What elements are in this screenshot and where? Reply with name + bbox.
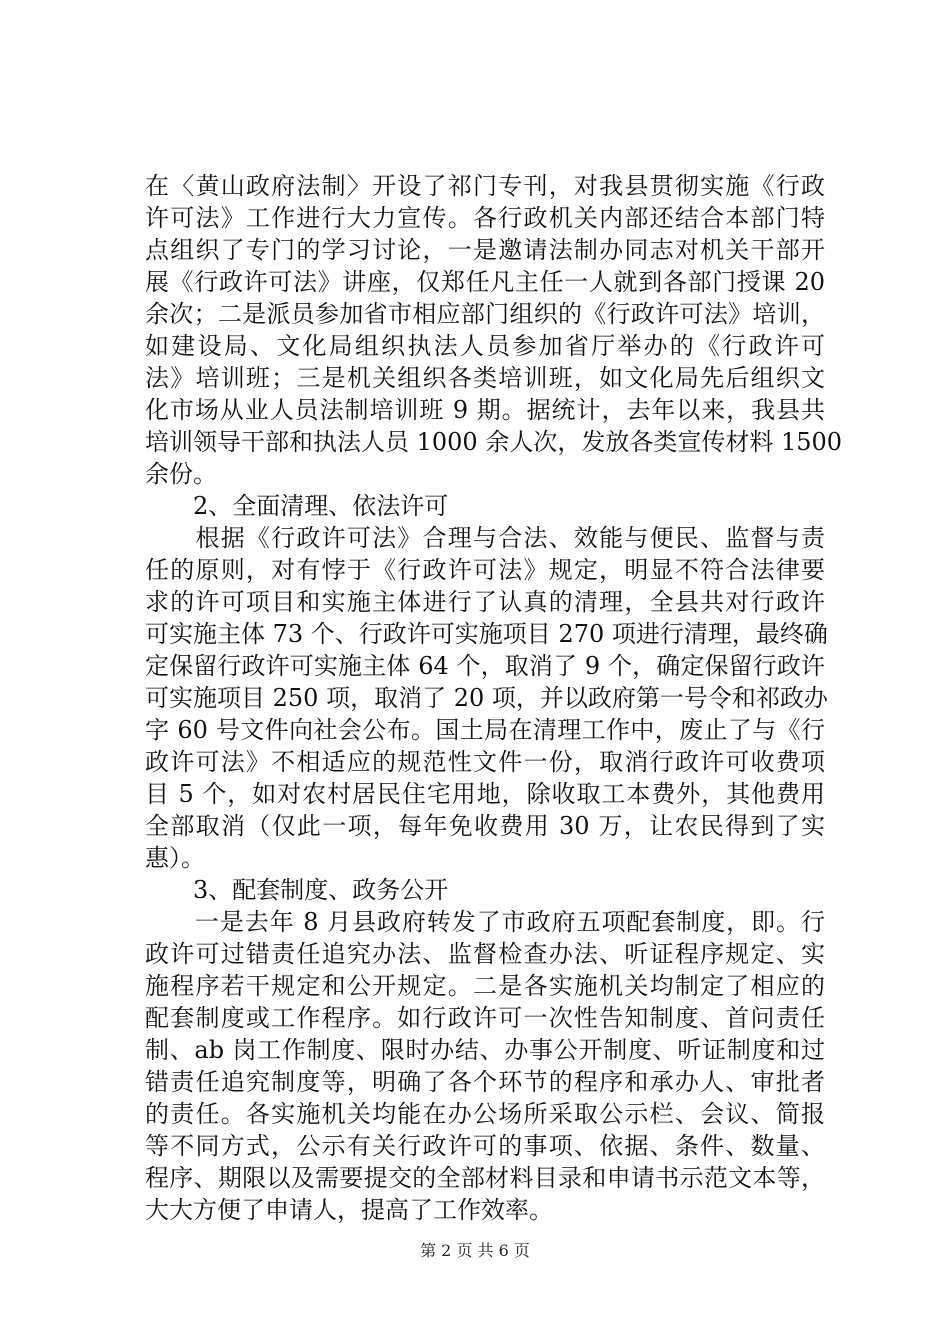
body-text-line: 大大方便了申请人，提高了工作效率。 xyxy=(145,1196,553,1224)
body-text-line: 全部取消（仅此一项，每年免收费用 30 万，让农民得到了实 xyxy=(145,812,825,840)
body-text-line: 化市场从业人员法制培训班 9 期。据统计，去年以来，我县共 xyxy=(145,396,825,424)
page-footer: 第 2 页 共 6 页 xyxy=(420,1241,530,1260)
body-text-line: 余次；二是派员参加省市相应部门组织的《行政许可法》培训， xyxy=(145,300,825,328)
body-text-line: 字 60 号文件向社会公布。国土局在清理工作中，废止了与《行 xyxy=(145,716,825,744)
section-heading: 2、全面清理、依法许可 xyxy=(145,492,449,520)
body-text-line: 施程序若干规定和公开规定。二是各实施机关均制定了相应的 xyxy=(145,972,825,1000)
body-text-line: 许可法》工作进行大力宣传。各行政机关内部还结合本部门特 xyxy=(145,204,825,232)
body-text-line: 如建设局、文化局组织执法人员参加省厅举办的《行政许可 xyxy=(145,332,825,360)
body-text-line: 可实施主体 73 个、行政许可实施项目 270 项进行清理，最终确 xyxy=(145,620,828,648)
body-text-line: 的责任。各实施机关均能在办公场所采取公示栏、会议、简报 xyxy=(145,1100,825,1128)
body-text-line: 展《行政许可法》讲座，仅郑任凡主任一人就到各部门授课 20 xyxy=(145,268,825,296)
section-heading: 3、配套制度、政务公开 xyxy=(145,876,449,904)
body-text-line: 目 5 个，如对农村居民住宅用地，除收取工本费外，其他费用 xyxy=(145,780,825,808)
body-text-line: 政许可法》不相适应的规范性文件一份，取消行政许可收费项 xyxy=(145,748,825,776)
body-text-line: 等不同方式，公示有关行政许可的事项、依据、条件、数量、 xyxy=(145,1132,825,1160)
body-text-line: 在〈黄山政府法制〉开设了祁门专刊，对我县贯彻实施《行政 xyxy=(145,172,825,200)
body-text-line: 定保留行政许可实施主体 64 个，取消了 9 个，确定保留行政许 xyxy=(145,652,825,680)
body-text-line: 错责任追究制度等，明确了各个环节的程序和承办人、审批者 xyxy=(145,1068,825,1096)
body-text-line: 可实施项目 250 项，取消了 20 项，并以政府第一号令和祁政办 xyxy=(145,684,828,712)
body-text-line: 培训领导干部和执法人员 1000 余人次，发放各类宣传材料 1500 xyxy=(145,428,843,456)
body-text-line: 任的原则，对有悖于《行政许可法》规定，明显不符合法律要 xyxy=(145,556,825,584)
body-text-line: 政许可过错责任追究办法、监督检查办法、听证程序规定、实 xyxy=(145,940,825,968)
body-text-line: 一是去年 8 月县政府转发了市政府五项配套制度，即。行 xyxy=(145,908,825,936)
body-text-line: 法》培训班；三是机关组织各类培训班，如文化局先后组织文 xyxy=(145,364,825,392)
body-text-line: 惠）。 xyxy=(145,844,205,872)
body-text-line: 配套制度或工作程序。如行政许可一次性告知制度、首问责任 xyxy=(145,1004,825,1032)
body-text-line: 点组织了专门的学习讨论，一是邀请法制办同志对机关干部开 xyxy=(145,236,825,264)
body-text-line: 程序、期限以及需要提交的全部材料目录和申请书示范文本等， xyxy=(145,1164,825,1192)
body-text-line: 求的许可项目和实施主体进行了认真的清理，全县共对行政许 xyxy=(145,588,825,616)
body-text-line: 余份。 xyxy=(145,460,217,488)
body-text-line: 制、ab 岗工作制度、限时办结、办事公开制度、听证制度和过 xyxy=(145,1036,825,1064)
body-text-line: 根据《行政许可法》合理与合法、效能与便民、监督与责 xyxy=(145,524,825,552)
